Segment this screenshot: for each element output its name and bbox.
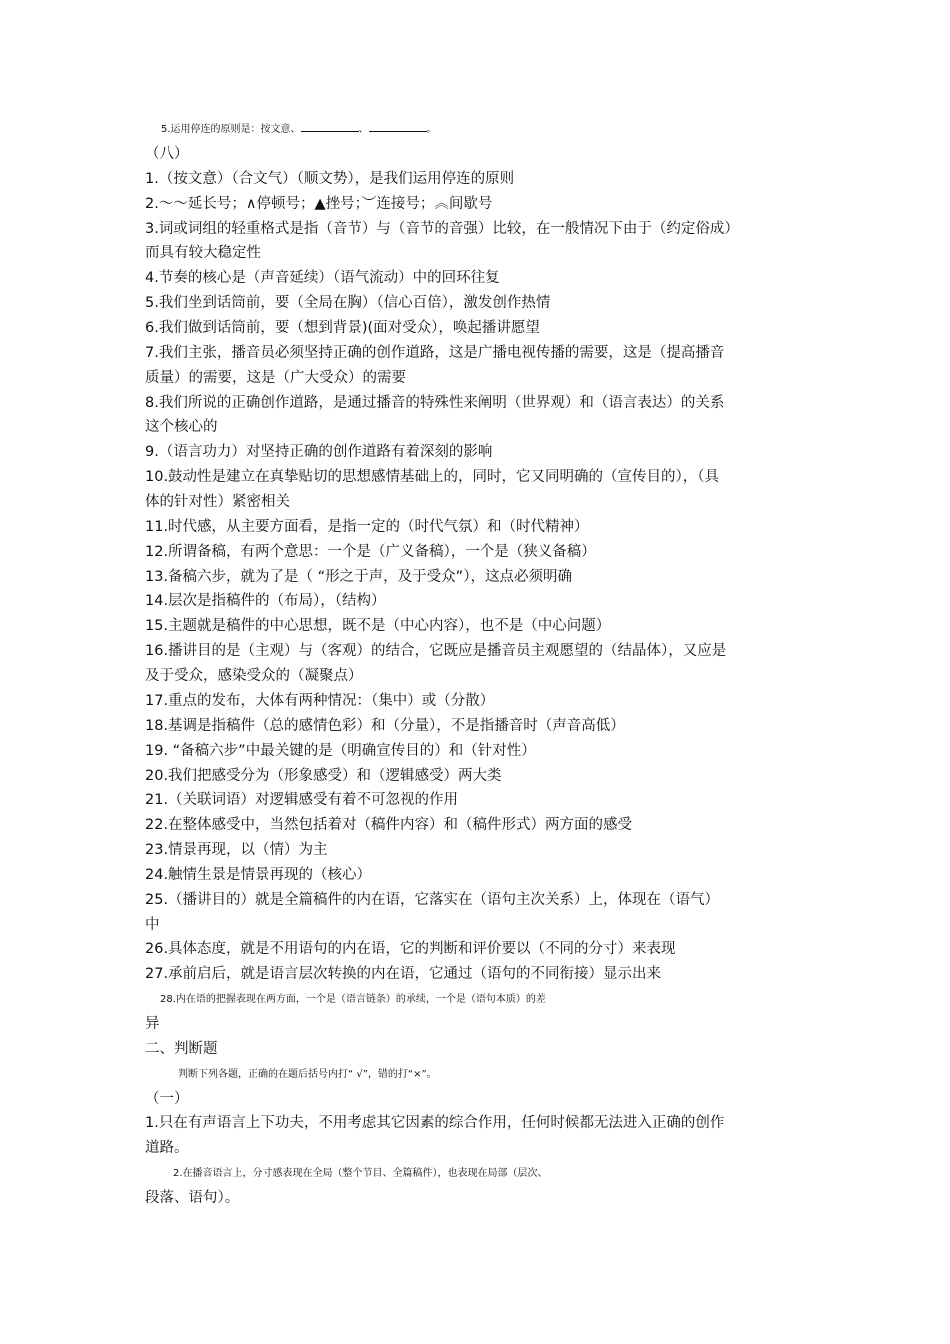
item-line: 3.词或词组的轻重格式是指（音节）与（音节的音强）比较，在一般情况下由于（约定俗成） <box>145 221 739 237</box>
item-line: 体的针对性）紧密相关 <box>145 494 290 510</box>
item-line: 4.节奏的核心是（声音延续）（语气流动）中的回环往复 <box>145 270 500 286</box>
question-5-fill-blank <box>161 117 831 142</box>
item-line: 15.主题就是稿件的中心思想，既不是（中心内容），也不是（中心问题） <box>145 618 611 634</box>
item-line: 18.基调是指稿件（总的感情色彩）和（分量），不是指播音时（声音高低） <box>145 718 625 734</box>
item-line: 6.我们做到话筒前，要（想到背景)(面对受众），唤起播讲愿望 <box>145 320 540 336</box>
judge-item-line: 道路。 <box>145 1140 189 1156</box>
item-line: 1.（按文意）（合文气）（顺文势），是我们运用停连的原则 <box>145 171 515 187</box>
section-heading-ba: （八） <box>145 146 189 162</box>
item-line: 20.我们把感受分为（形象感受）和（逻辑感受）两大类 <box>145 768 502 784</box>
answer-blank-1 <box>301 119 359 132</box>
item-line: 异 <box>145 1016 160 1032</box>
item-line: 25.（播讲目的）就是全篇稿件的内在语，它落实在（语句主次关系）上，体现在（语气） <box>145 892 720 908</box>
item-line: 24.触情生景是情景再现的（核心） <box>145 867 372 883</box>
q5-prefix: 5.运用停连的原则是：按文意、 <box>161 124 301 135</box>
section-heading-judge: 二、判断题 <box>145 1041 218 1057</box>
judge-item-line: 2.在播音语言上，分寸感表现在全局（整个节目、全篇稿件），也表现在局部（层次、 <box>173 1168 548 1179</box>
item-line: 28.内在语的把握表现在两方面，一个是（语言链条）的承续，一个是（语句本质）的差 <box>160 994 546 1005</box>
item-line: 19. “备稿六步”中最关键的是（明确宣传目的）和（针对性） <box>145 743 536 759</box>
item-line: 5.我们坐到话筒前，要（全局在胸）（信心百倍），激发创作热情 <box>145 295 551 311</box>
answer-blank-2 <box>369 119 427 132</box>
item-line: 8.我们所说的正确创作道路，是通过播音的特殊性来阐明（世界观）和（语言表达）的关系 <box>145 395 725 411</box>
item-line: 11.时代感，从主要方面看，是指一定的（时代气氛）和（时代精神） <box>145 519 589 535</box>
section-heading-yi: （一） <box>145 1091 189 1107</box>
item-line: 12.所谓备稿，有两个意思：一个是（广义备稿），一个是（狭义备稿） <box>145 544 596 560</box>
q5-separator: 、 <box>358 124 369 135</box>
item-line: 21.（关联词语）对逻辑感受有着不可忽视的作用 <box>145 792 459 808</box>
judge-item-line: 段落、语句）。 <box>145 1190 240 1206</box>
item-line: 而具有较大稳定性 <box>145 245 261 261</box>
item-line: 13.备稿六步，就为了是（ “形之于声，及于受众”），这点必须明确 <box>145 569 572 585</box>
item-line: 及于受众，感染受众的（凝聚点） <box>145 668 363 684</box>
item-line: 16.播讲目的是（主观）与（客观）的结合，它既应是播音员主观愿望的（结晶体），又应是 <box>145 643 727 659</box>
item-line: 质量）的需要，这是（广大受众）的需要 <box>145 370 406 386</box>
item-line: 23.情景再现，以（情）为主 <box>145 842 328 858</box>
item-line: 10.鼓动性是建立在真挚贴切的思想感情基础上的，同时，它又同明确的（宣传目的），（具 <box>145 469 720 485</box>
item-line: 17.重点的发布，大体有两种情况：（集中）或（分散） <box>145 693 495 709</box>
item-line: 9.（语言功力）对坚持正确的创作道路有着深刻的影响 <box>145 444 493 460</box>
item-line: 7.我们主张，播音员必须坚持正确的创作道路，这是广播电视传播的需要，这是（提高播音 <box>145 345 725 361</box>
item-line: 这个核心的 <box>145 419 218 435</box>
item-line: 26.具体态度，就是不用语句的内在语，它的判断和评价要以（不同的分寸）来表现 <box>145 941 676 957</box>
q5-end: 。 <box>426 124 437 135</box>
item-line: 22.在整体感受中，当然包括着对（稿件内容）和（稿件形式）两方面的感受 <box>145 817 633 833</box>
item-line: 14.层次是指稿件的（布局），（结构） <box>145 593 386 609</box>
item-line: 27.承前启后，就是语言层次转换的内在语，它通过（语句的不同衔接）显示出来 <box>145 966 662 982</box>
item-line: 2.～～延长号；∧停顿号；▲挫号；︶连接号；︽间歇号 <box>145 196 493 212</box>
section-instructions: 判断下列各题，正确的在题后括号内打“ √”，错的打“×”。 <box>178 1069 437 1080</box>
judge-item-line: 1.只在有声语言上下功夫，不用考虑其它因素的综合作用，任何时候都无法进入正确的创作 <box>145 1115 725 1131</box>
item-line: 中 <box>145 917 160 933</box>
